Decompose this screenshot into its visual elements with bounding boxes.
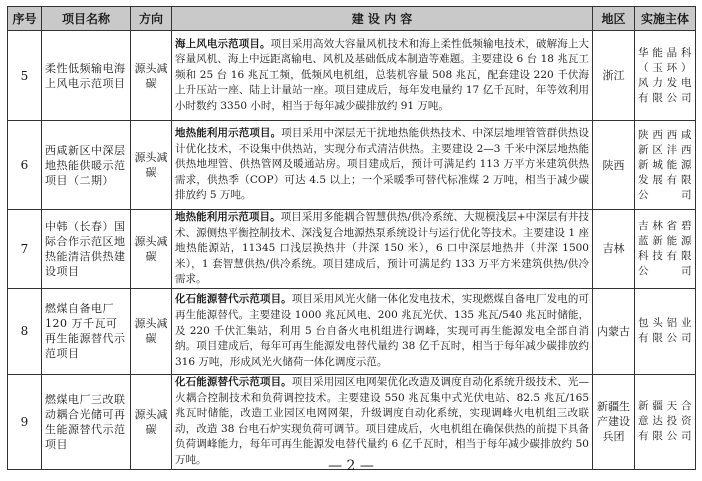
row-content-body: 项目采用中深层无干扰地热能供热技术、中深层地埋管管群供热设计优化技术，不设集中供热站，实现分布式清洁供热。主要建设 2—3 千米中深层地热能供热地埋管、供热管网及暖通站房。项目建成后，预计可满足约 113 万平方米建筑供热需求，供热季（COP）可达 4.5 以上；一个采暖季可替代标准煤 2 万吨，相当于减少碳排放约 5 万吨。 (175, 127, 590, 202)
row-content-body: 项目采用风光火储一体化发电技术，实现燃煤自备电厂发电的可再生能源替代。主要建设 1000 兆瓦风电、200 兆瓦光伏、135 兆瓦/540 兆瓦时储能，及 220 千伏汇集站，利用 5 台自备火电机组进行调峰，实现可再生能源发电全部自消纳。项目建成后，每年可再生能源发电替代量约 38 亿千瓦时，相当于每年减少碳排放约 316 万吨，形成风光火储荷一体化调度示范。 (175, 293, 590, 368)
header-entity: 实施主体 (635, 7, 696, 31)
row-content-body: 项目采用高效大容量风机技术和海上柔性低频输电技术，破解海上大容量风机、海上中远距离输电、风机及基础低成本制造等难题。主要建设 6 台 18 兆瓦工频和 25 台 16 兆瓦工频，低频风电机组，总装机容量 508 兆瓦，配套建设 220 千伏海上升压站一座、陆上计量站一座。项目建成后，每年发电量约 17 亿千瓦时，年等效利用小时数约 3350 小时，相当于每年减少碳排放约 91 万吨。 (175, 37, 590, 112)
row-region: 内蒙古 (593, 288, 635, 374)
table-row (8, 288, 696, 374)
header-direction: 方向 (131, 7, 172, 31)
row-region: 新疆生产建设兵团 (593, 374, 635, 469)
row-content-body: 项目采用多能耦合智慧供热/供冷系统、大规模浅层+中深层有井技术、源侧热平衡控制技术、深浅复合地源热泵系统设计与运行优化等技术。主要建设 1 座地热能源站，11345 口浅层换热井（井深 150 米），6 口中深层地热井（井深 1500 米），1 套智慧供热/供冷系统。项目建成后，预计可满足约 133 万平方米建筑供热/供冷需求。 (175, 211, 589, 286)
row-entity: 新疆天合意达投资有限公司 (635, 374, 696, 469)
row-project-name: 燃煤电厂三改联动耦合光储可再生能源替代示范项目 (42, 374, 131, 469)
row-seq: 9 (8, 374, 42, 469)
row-seq: 5 (8, 31, 42, 121)
row-direction: 源头减碳 (131, 31, 172, 121)
row-content-title: 海上风电示范项目。 (175, 37, 271, 50)
row-project-name: 中韩（长春）国际合作示范区地热能清洁供热建设项目 (42, 210, 131, 289)
projects-table (7, 6, 696, 470)
row-project-name: 西咸新区中深层地热能供暖示范项目（二期） (42, 121, 131, 210)
row-seq: 6 (8, 121, 42, 210)
row-content (172, 374, 593, 469)
table-header-row (8, 7, 696, 31)
table-row (8, 210, 696, 289)
row-content-title: 化石能源替代示范项目。 (175, 375, 292, 388)
row-direction: 源头减碳 (131, 374, 172, 469)
page-number: — 2 — (328, 458, 374, 474)
row-direction: 源头减碳 (131, 288, 172, 374)
row-project-name: 燃煤自备电厂120 万千瓦可再生能源替代示范项目 (42, 288, 131, 374)
row-seq: 8 (8, 288, 42, 374)
row-content-title: 化石能源替代示范项目。 (175, 293, 292, 306)
table-row (8, 374, 696, 469)
row-region: 陕西 (593, 121, 635, 210)
row-region: 吉林 (593, 210, 635, 289)
row-entity: 陕西西咸新区沣西新城能源发展有限公司 (635, 121, 696, 210)
row-seq: 7 (8, 210, 42, 289)
row-content (172, 31, 593, 121)
row-content (172, 210, 593, 289)
row-entity: 包头铝业有限公司 (635, 288, 696, 374)
row-content (172, 288, 593, 374)
row-direction: 源头减碳 (131, 210, 172, 289)
row-content-title: 地热能利用示范项目。 (175, 211, 281, 223)
header-seq: 序号 (8, 7, 42, 31)
row-entity: 华能晶科（玉环）风力发电有限公司 (635, 31, 696, 121)
table-row (8, 31, 696, 121)
row-content-title: 地热能利用示范项目。 (175, 127, 282, 140)
table-row (8, 121, 696, 210)
row-content (172, 121, 593, 210)
row-entity: 吉林省碧蓝新能源科技有限公司 (635, 210, 696, 289)
row-region: 浙江 (593, 31, 635, 121)
header-content: 建 设 内 容 (172, 7, 593, 31)
header-region: 地区 (593, 7, 635, 31)
row-content-body: 项目采用园区电网架优化改造及调度自动化系统升级技术、光—火耦合控制技术和负荷调控技术。主要建设 550 兆瓦集中式光伏电站、82.5 兆瓦/165 兆瓦时储能，改造工业园区电网网架，升级调度自动化系统，实现调峰火电机组三改联动，改造 38 台电石炉实现负荷可调节。项目建成后，火电机组在确保供热的前提下具备负荷调峰能力，每年可再生能源发电替代量约 6 亿千瓦时，相当于每年减少碳排放约 50 万吨。 (175, 375, 590, 466)
row-project-name: 柔性低频输电海上风电示范项目 (42, 31, 131, 121)
row-direction: 源头减碳 (131, 121, 172, 210)
header-name: 项目名称 (42, 7, 131, 31)
